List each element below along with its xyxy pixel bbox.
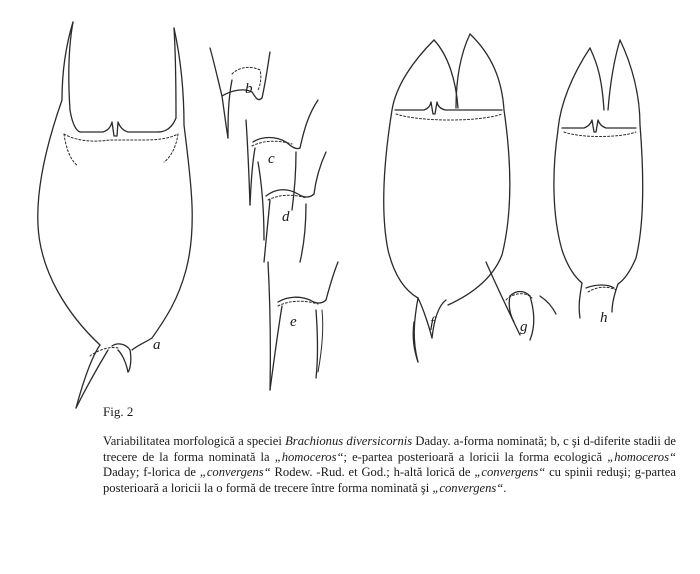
panel-label-g: g (520, 319, 528, 335)
caption-term-homoceros: „homoceros“ (607, 449, 676, 464)
figure-caption (103, 434, 676, 496)
drawing-a-nominal-form (38, 22, 192, 408)
caption-text: Daday. a-forma nominată; b, c şi d-diferite stadii de trecere de la forma nominată la (103, 434, 676, 464)
caption-text: cu spinii reduşi; g-partea posterioară a loricii la o formă de trecere între forma nominată şi (103, 465, 676, 495)
caption-term-homoceros: „homoceros“ (274, 449, 344, 464)
caption-text: . (503, 480, 507, 495)
caption-text: Variabilitatea morfologică a speciei (103, 434, 286, 448)
panel-label-a: a (153, 337, 161, 353)
drawing-b (210, 48, 270, 138)
drawing-e-homoceros (268, 262, 338, 390)
caption-species: Brachionus diversicornis (285, 434, 413, 448)
caption-term-convergens: „convergens“ (474, 465, 546, 480)
caption-text: Rodew. -Rud. et God.; h-altă lorică de (270, 465, 475, 480)
drawing-c (246, 100, 318, 210)
drawing-f-convergens (384, 34, 510, 362)
caption-text: ; e-partea posterioară a loricii la forma ecologică (343, 449, 608, 464)
panel-label-c: c (268, 151, 275, 167)
caption-text: Daday; f-lorica de (103, 465, 200, 480)
drawing-h-convergens-reduced (554, 40, 643, 318)
caption-term-convergens: „convergens“ (432, 480, 504, 495)
panel-label-h: h (600, 310, 608, 326)
panel-label-e: e (290, 314, 297, 330)
panel-label-b: b (245, 81, 253, 97)
figure-number: Fig. 2 (103, 404, 134, 419)
panel-label-d: d (282, 209, 290, 225)
caption-term-convergens: „convergens“ (199, 465, 271, 480)
panel-label-f: f (430, 315, 435, 331)
